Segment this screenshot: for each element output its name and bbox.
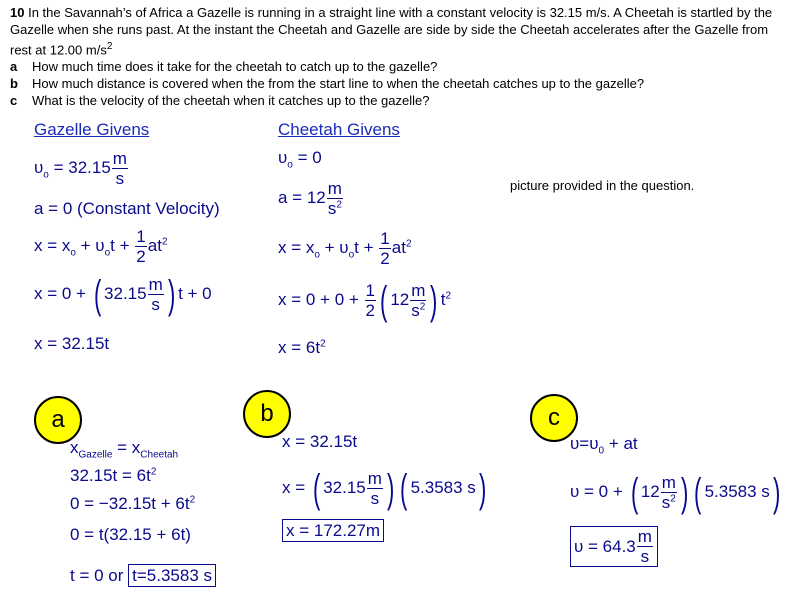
part-c-answer: υ = 64.3 $\frac{m}{s}$ [570, 526, 658, 567]
gazelle-position: x = 32.15t [34, 334, 110, 353]
question-c: c What is the velocity of the cheetah when it catches up to the gazelle? [10, 93, 430, 109]
question-a: a How much time does it take for the cheetah to catch up to the gazelle? [10, 59, 438, 75]
badge-b: b [243, 390, 291, 438]
part-b-line1: x = 32.15t [282, 432, 358, 451]
part-a-answer-line: t = 0 or t=5.3583 s [70, 566, 216, 586]
gazelle-accel: a = 0 (Constant Velocity) [34, 199, 220, 218]
problem-statement [10, 4, 792, 109]
cheetah-substitution: x = 0 + 0 + $\frac{1}{2}$ ( 12 $\frac{m}{s^2}$ ) $t^2$ [278, 278, 452, 323]
gazelle-substitution: x = 0 + ( 32.15 $\frac{m}{s}$ ) t + 0 [34, 272, 212, 317]
cheetah-position: $x = 6t^2$ [278, 338, 326, 357]
problem-text [10, 4, 792, 58]
problem-body: In the Savannah’s of Africa a Gazelle is running in a straight line with a constant velocity is 32.15 m/s. A Cheetah is startled by the Gazelle when she runs past. At the instant the Cheetah and Gazelle are side by side the Cheetah accelerates after the Gazelle from rest at 12.00 m/s [10, 5, 773, 58]
badge-c: c [530, 394, 578, 442]
badge-a: a [34, 396, 82, 444]
part-a-answer: t=5.3583 s [128, 564, 216, 587]
picture-note: picture provided in the question. [510, 178, 695, 193]
part-a-line3: $0 = -32.15t + 6t^2$ [70, 494, 196, 513]
gazelle-heading: Gazelle Givens [34, 120, 150, 139]
part-c-substitution: υ = 0 + ( 12 $\frac{m}{s^2}$ ) ( 5.3583 s) [570, 470, 781, 515]
part-c-line1: $\upsilon=\upsilon_0$ + at [570, 434, 638, 457]
part-a-line4: 0 = t(32.15 + 6t) [70, 525, 191, 544]
gazelle-v0: $\upsilon_o = 32.15$ $\frac{m}{s}$ [34, 149, 127, 188]
problem-exponent: 2 [106, 41, 113, 52]
part-b-answer-wrap [282, 521, 384, 541]
cheetah-heading: Cheetah Givens [278, 120, 400, 139]
part-a-line2: $32.15t = 6t^2$ [70, 466, 157, 485]
gazelle-kinematic: $x = x_o + \upsilon_ot$ + $\frac{1}{2}$ $at^2$ [34, 227, 168, 266]
problem-number: 10 [10, 5, 25, 20]
part-b-substitution: x = ( 32.15 $\frac{m}{s}$ ) ( 5.3583 s) [282, 466, 487, 511]
question-b: b How much distance is covered when the from the start line to when the cheetah catches up to the gazelle? [10, 76, 645, 92]
part-a-equation: $x_{Gazelle} = x_{Cheetah}$ [70, 438, 179, 461]
cheetah-v0: $\upsilon_o = 0$ [278, 148, 322, 171]
cheetah-accel: a = 12 $\frac{m}{s^2}$ [278, 179, 342, 218]
cheetah-kinematic: $x = x_o + \upsilon_ot$ + $\frac{1}{2}$ $at^2$ [278, 229, 412, 268]
part-b-answer: x = 172.27m [282, 519, 384, 542]
